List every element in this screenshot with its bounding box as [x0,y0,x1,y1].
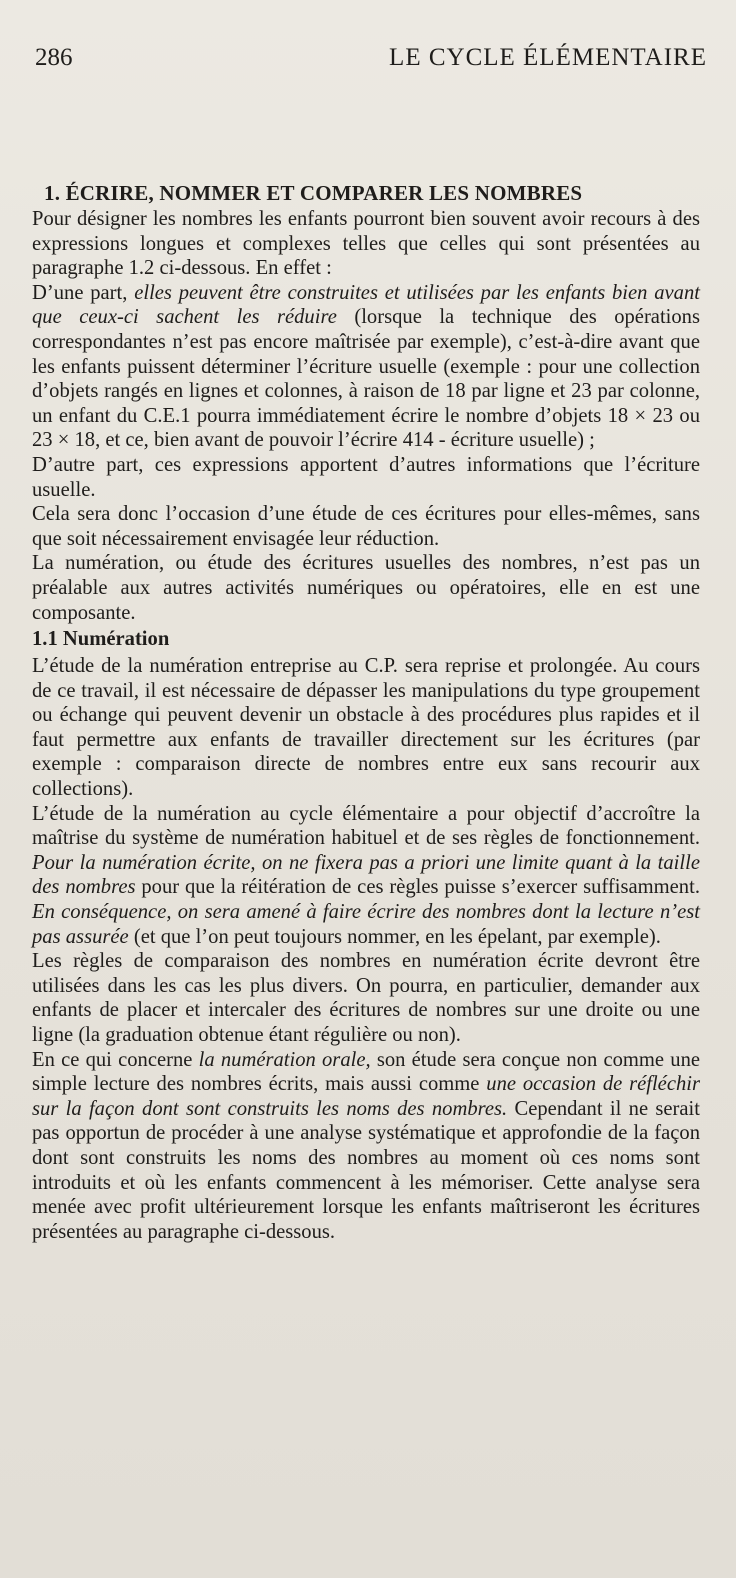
subsection-paragraph-2 [32,802,700,950]
text-run: (et que l’on peut toujours nommer, en les épelant, par exemple). [128,925,661,948]
italic-text-run: une occasion de réfléchir sur la façon dont sont construits les noms des nombres. [32,1073,700,1120]
section-paragraph-4: Cela sera donc l’occasion d’une étude de ces écritures pour elles-mêmes, sans que soit nécessairement envisagée leur réduction. [32,503,700,550]
text-run: Cependant il ne serait pas opportun de procéder à une analyse systématique et approfondie de la façon dont sont construits les noms des nombres au moment où ces noms sont introduits et où les enfants commencent à les mémoriser. Cette analyse sera menée avec profit ultérieurement lorsque les enfants maîtriseront les écritures présentées au paragraphe ci-dessous. [32,1097,700,1243]
italic-text-run: elles peuvent être construites et utilisées par les enfants bien avant que ceux-ci sachent les réduire [32,281,700,329]
section-heading: 1. ÉCRIRE, NOMMER ET COMPARER LES NOMBRES [44,181,583,205]
text-run: (lorsque la technique des opérations correspondantes n’est pas encore maîtrisée par exemple), c’est-à-dire avant que les enfants puissent déterminer l’écriture usuelle (exemple : pour une collection d’objets rangés en lignes et colonnes, à raison de 18 par ligne et 23 par colonne, un enfant du C.E.1 pourra immédiatement écrire le nombre d’objets 18 × 23 ou 23 × 18, et ce, bien avant de pouvoir l’écrire 414 - écriture usuelle) ; [32,306,700,452]
subsection-paragraph-4 [32,1048,700,1245]
subsection-paragraph-3: Les règles de comparaison des nombres en numération écrite devront être utilisées dans les cas les plus divers. On pourra, en particulier, demander aux enfants de placer et intercaler des écritures de nombres sur une droite ou une ligne (la graduation obtenue étant régulière ou non). [32,950,700,1046]
page-header [35,38,707,78]
text-run: son étude sera conçue non comme une simple lecture des nombres écrits, mais aussi comme [32,1048,701,1096]
text-run: En ce qui concerne [32,1048,199,1071]
text-run: L’étude de la numération au cycle élémentaire a pour objectif d’accroître la maîtrise du système de numération habituel et de ses règles de fonctionnement. [32,802,700,850]
section-paragraph-1: Pour désigner les nombres les enfants pourront bien souvent avoir recours à des expressions longues et complexes telles que celles qui sont présentées au paragraphe 1.2 ci-dessous. En effet : [32,208,700,280]
subsection-paragraph-1: L’étude de la numération entreprise au C.P. sera reprise et prolongée. Au cours de ce travail, il est nécessaire de dépasser les manipulations du type groupement ou échange qui peuvent devenir un obstacle à des procédures plus rapides et il faut permettre aux enfants de travailler directement sur les écritures (par exemple : comparaison directe de nombres entre eux sans recourir aux collections). [32,655,700,801]
text-run: pour que la réitération de ces règles puisse s’exercer suffisamment. [135,876,700,899]
italic-text-run: la numération orale, [198,1048,371,1071]
section-paragraph-5: La numération, ou étude des écritures usuelles des nombres, n’est pas un préalable aux autres activités numériques ou opératoires, elle en est une composante. [32,552,700,624]
subsection-heading: 1.1 Numération [32,628,170,651]
italic-text-run: Pour la numération écrite, on ne fixera pas a priori une limite quant à la taille des nombres [32,851,700,899]
page-number: 286 [35,44,73,71]
section-paragraph-2 [32,281,700,453]
page-body [32,180,700,1244]
running-head: LE CYCLE ÉLÉMENTAIRE [389,44,707,71]
italic-text-run: En conséquence, on sera amené à faire écrire des nombres dont la lecture n’est pas assurée [32,901,700,948]
text-run: D’une part, [32,281,135,304]
section-paragraph-3: D’autre part, ces expressions apportent d’autres informations que l’écriture usuelle. [32,453,700,501]
